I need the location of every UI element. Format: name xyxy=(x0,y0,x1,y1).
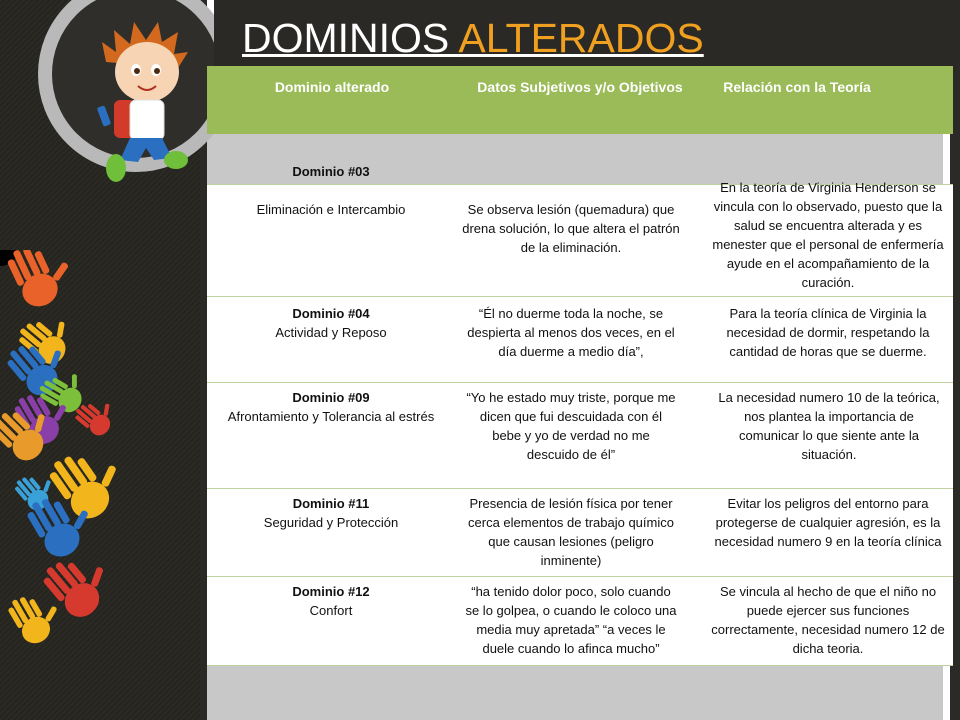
handprints-decoration xyxy=(0,250,140,650)
row5-data: “ha tenido dolor poco, solo cuando se lo golpea, o cuando le coloco una media muy apretada” “a veces le duele cuando lo afinca mucho” xyxy=(465,584,677,656)
row1-name: Eliminación e Intercambio xyxy=(256,202,406,217)
title-part1: DOMINIOS xyxy=(242,15,459,61)
row4-name: Seguridad y Protección xyxy=(263,515,399,530)
row4-domain-number: Dominio #11 xyxy=(292,496,370,511)
row5-domain xyxy=(207,582,455,620)
header-data: Datos Subjetivos y/o Objetivos xyxy=(477,79,683,95)
row5-domain-number: Dominio #12 xyxy=(292,584,370,599)
row4-domain xyxy=(207,494,455,532)
schoolboy-illustration xyxy=(92,2,202,182)
row1-domain-number: Dominio #03 xyxy=(292,164,370,179)
row5-name: Confort xyxy=(309,603,353,618)
row1-data: Se observa lesión (quemadura) que drena solución, lo que altera el patrón de la eliminación. xyxy=(462,202,680,255)
row1-theory: En la teoría de Virginia Henderson se vincula con lo observado, puesto que la salud se encuentra alterada y es menester que el personal de enfermería ayude en el acompañamiento de la curación. xyxy=(712,180,944,290)
row3-data: “Yo he estado muy triste, porque me dicen que fui descuidada con él bebe y yo de verdad no me descuido de él” xyxy=(466,390,676,462)
row3-name: Afrontamiento y Tolerancia al estrés xyxy=(227,409,435,424)
row3-domain xyxy=(227,388,435,426)
row2-domain xyxy=(207,304,455,342)
row4-theory: Evitar los peligros del entorno para protegerse de cualquier agresión, es la necesidad numero 9 en la teoría clínica xyxy=(714,496,942,549)
row2-name: Actividad y Reposo xyxy=(275,325,387,340)
row4-data: Presencia de lesión física por tener cerca elementos de trabajo químico que causan lesiones (peligro inminente) xyxy=(468,496,674,568)
header-theory: Relación con la Teoría xyxy=(723,79,871,95)
title-part2: ALTERADOS xyxy=(458,15,704,61)
row2-domain-number: Dominio #04 xyxy=(292,306,370,321)
slide-title xyxy=(242,14,704,62)
row2-theory: Para la teoría clínica de Virginia la necesidad de dormir, respetando la cantidad de horas que se duerme. xyxy=(726,306,930,359)
row1-domain xyxy=(207,162,455,181)
table-header xyxy=(207,66,953,134)
row2-data: “Él no duerme toda la noche, se despierta al menos dos veces, en el día duerme a medio día”, xyxy=(467,306,675,359)
row5-theory: Se vincula al hecho de que el niño no puede ejercer sus funciones correctamente, necesidad numero 12 de dicha teoria. xyxy=(711,584,945,656)
row3-domain-number: Dominio #09 xyxy=(292,390,370,405)
header-domain: Dominio alterado xyxy=(274,79,390,95)
row3-theory: La necesidad numero 10 de la teórica, nos plantea la importancia de comunicar lo que siente ante la situación. xyxy=(718,390,940,462)
